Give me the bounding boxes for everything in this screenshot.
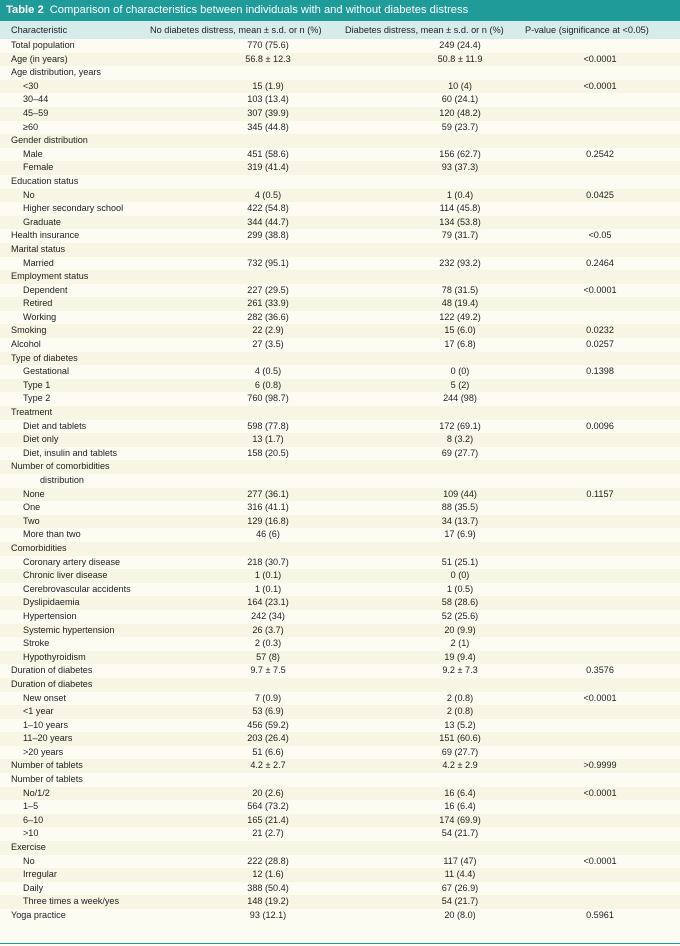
row-no-distress-value: 261 (33.9) [247,298,289,309]
table-row [0,406,680,420]
row-characteristic: None [23,488,45,499]
row-p-value: <0.05 [588,230,612,241]
row-characteristic: Hypothyroidism [23,651,86,662]
row-no-distress-value: 129 (16.8) [247,515,289,526]
table-row [0,270,680,284]
row-characteristic: Systemic hypertension [23,624,115,635]
row-distress-value: 69 (27.7) [441,746,479,757]
row-distress-value: 93 (37.3) [441,162,479,173]
table-row [0,66,680,80]
row-distress-value: 79 (31.7) [441,230,479,241]
row-p-value: 0.0425 [586,189,614,200]
row-characteristic: Daily [23,882,44,893]
row-no-distress-value: 21 (2.7) [252,828,284,839]
table-row [0,338,680,352]
row-distress-value: 67 (26.9) [441,882,479,893]
row-distress-value: 16 (6.4) [444,801,476,812]
row-characteristic: Irregular [23,869,57,880]
row-distress-value: 244 (98) [443,393,477,404]
row-distress-value: 249 (24.4) [439,40,481,50]
table-row [0,569,680,583]
table-row [0,324,680,338]
header-p-value: P-value (significance at <0.05) [525,25,649,35]
row-distress-value: 2 (1) [450,638,470,649]
row-characteristic: Female [23,162,54,173]
row-p-value: <0.0001 [583,787,617,798]
table-row [0,39,680,53]
row-p-value: 0.1157 [586,488,614,499]
row-no-distress-value: 451 (58.6) [247,148,289,159]
table-row [0,392,680,406]
row-characteristic: Cerebrovascular accidents [23,583,131,594]
row-no-distress-value: 12 (1.6) [252,869,284,880]
row-distress-value: 88 (35.5) [441,502,479,513]
row-distress-value: 117 (47) [443,855,477,866]
row-no-distress-value: 15 (1.9) [252,80,284,91]
row-distress-value: 60 (24.1) [441,94,479,105]
row-no-distress-value: 218 (30.7) [247,556,289,567]
table-row [0,542,680,556]
row-characteristic: Chronic liver disease [23,570,108,581]
row-distress-value: 2 (0.8) [446,692,474,703]
row-distress-value: 13 (5.2) [444,719,476,730]
row-distress-value: 9.2 ± 7.3 [442,665,478,676]
row-characteristic: Hypertension [23,610,77,621]
table-header [0,21,680,39]
row-distress-value: 0 (0) [450,570,470,581]
row-no-distress-value: 9.7 ± 7.5 [250,665,286,676]
row-characteristic: Two [23,515,40,526]
row-no-distress-value: 4 (0.5) [254,189,282,200]
table-row [0,787,680,801]
table-row [0,882,680,896]
table-row [0,365,680,379]
row-no-distress-value: 242 (34) [251,610,285,621]
table-row [0,161,680,175]
table-row [0,148,680,162]
row-characteristic: Total population [11,40,75,50]
table-row [0,53,680,67]
row-characteristic: Type 2 [23,393,51,404]
table-row [0,841,680,855]
row-no-distress-value: 316 (41.1) [247,502,289,513]
table-row [0,773,680,787]
row-distress-value: 20 (9.9) [444,624,476,635]
row-distress-value: 120 (48.2) [439,107,481,118]
row-characteristic: Dyslipidaemia [23,597,80,608]
row-p-value: <0.0001 [583,855,617,866]
row-characteristic: distribution [40,475,84,485]
row-no-distress-value: 307 (39.9) [247,107,289,118]
row-characteristic: Health insurance [11,230,80,241]
row-distress-value: 8 (3.2) [446,434,474,445]
row-characteristic: Dependent [23,284,68,295]
row-p-value: <0.0001 [583,53,617,64]
row-characteristic: No [23,855,35,866]
table-row [0,93,680,107]
row-no-distress-value: 57 (8) [256,651,280,662]
table-row [0,855,680,869]
row-no-distress-value: 345 (44.8) [247,121,289,132]
table-row [0,583,680,597]
row-no-distress-value: 282 (36.6) [247,311,289,322]
row-characteristic: Number of comorbidities [11,461,110,472]
row-distress-value: 69 (27.7) [441,447,479,458]
row-p-value: 0.0232 [586,325,614,336]
row-characteristic: Education status [11,175,79,186]
row-distress-value: 0 (0) [450,366,470,377]
row-distress-value: 174 (69.9) [439,814,481,825]
header-distress: Diabetes distress, mean ± s.d. or n (%) [345,25,504,35]
row-characteristic: Gestational [23,366,70,377]
row-distress-value: 19 (9.4) [444,651,476,662]
row-distress-value: 58 (28.6) [441,597,479,608]
table-row [0,80,680,94]
row-p-value: >0.9999 [583,760,617,771]
row-characteristic: New onset [23,692,66,703]
row-characteristic: Duration of diabetes [11,678,93,689]
row-characteristic: Treatment [11,407,53,418]
row-distress-value: 172 (69.1) [439,420,481,431]
row-distress-value: 109 (44) [443,488,477,499]
row-characteristic: Marital status [11,243,66,254]
row-p-value: 0.1398 [586,366,614,377]
row-no-distress-value: 6 (0.8) [254,379,282,390]
row-characteristic: Higher secondary school [23,203,124,214]
row-no-distress-value: 388 (50.4) [247,882,289,893]
row-characteristic: No/1/2 [23,787,50,798]
row-no-distress-value: 46 (6) [256,529,280,540]
row-characteristic: Exercise [11,842,46,853]
row-distress-value: 151 (60.6) [439,733,481,744]
table-row [0,433,680,447]
row-characteristic: Retired [23,298,53,309]
row-distress-value: 54 (21.7) [441,828,479,839]
row-distress-value: 114 (45.8) [439,203,481,214]
row-distress-value: 15 (6.0) [444,325,476,336]
row-characteristic: Type of diabetes [11,352,78,363]
table-title: Comparison of characteristics between individuals with and without diabetes distress [49,4,469,16]
row-characteristic: Male [23,148,43,159]
row-characteristic: Alcohol [11,339,41,350]
row-distress-value: 5 (2) [450,379,470,390]
table-row [0,705,680,719]
table-row [0,134,680,148]
row-characteristic: Diet and tablets [23,420,87,431]
row-characteristic: Married [23,257,54,268]
row-no-distress-value: 158 (20.5) [247,447,289,458]
row-characteristic: Type 1 [23,379,51,390]
row-distress-value: 59 (23.7) [441,121,479,132]
row-no-distress-value: 4 (0.5) [254,366,282,377]
row-characteristic: Age (in years) [11,53,68,64]
row-distress-value: 232 (93.2) [439,257,481,268]
table-row [0,352,680,366]
table-row [0,719,680,733]
table-row [0,515,680,529]
header-characteristic: Characteristic [11,25,68,35]
table-caption [0,0,680,21]
row-p-value: <0.0001 [583,692,617,703]
row-p-value: 0.0096 [586,420,614,431]
row-no-distress-value: 319 (41.4) [247,162,289,173]
table-body [0,39,680,923]
header-no-distress: No diabetes distress, mean ± s.d. or n (%) [150,25,322,35]
row-distress-value: 17 (6.9) [444,529,476,540]
table-row [0,868,680,882]
row-characteristic: 45–59 [23,107,49,118]
row-p-value: 0.2542 [586,148,614,159]
row-no-distress-value: 456 (59.2) [247,719,289,730]
table-number: Table 2 [6,4,44,16]
row-distress-value: 16 (6.4) [444,787,476,798]
row-no-distress-value: 760 (98.7) [247,393,289,404]
table-row [0,678,680,692]
row-distress-value: 10 (4) [448,80,472,91]
row-no-distress-value: 164 (23.1) [247,597,289,608]
table-row [0,297,680,311]
row-characteristic: Yoga practice [11,910,66,920]
row-characteristic: 11–20 years [23,733,73,744]
row-distress-value: 122 (49.2) [439,311,481,322]
row-characteristic: Age distribution, years [11,67,101,78]
table-row [0,692,680,706]
table-row [0,624,680,638]
row-characteristic: One [23,502,41,513]
row-distress-value: 78 (31.5) [441,284,479,295]
row-p-value: 0.0257 [586,339,614,350]
row-no-distress-value: 598 (77.8) [247,420,289,431]
row-distress-value: 20 (8.0) [444,910,476,920]
table-row [0,107,680,121]
row-no-distress-value: 1 (0.1) [254,583,282,594]
row-characteristic: Employment status [11,271,89,282]
table-row [0,202,680,216]
row-distress-value: 156 (62.7) [439,148,481,159]
row-characteristic: Diet, insulin and tablets [23,447,118,458]
table-row [0,596,680,610]
row-distress-value: 54 (21.7) [441,896,479,907]
table-row [0,637,680,651]
row-characteristic: Comorbidities [11,542,67,553]
table-row [0,488,680,502]
row-no-distress-value: 2 (0.3) [254,638,282,649]
row-no-distress-value: 93 (12.1) [249,910,287,920]
row-distress-value: 134 (53.8) [439,216,481,227]
row-no-distress-value: 227 (29.5) [247,284,289,295]
row-characteristic: More than two [23,529,81,540]
row-distress-value: 11 (4.4) [444,869,476,880]
row-characteristic: Working [23,311,57,322]
table-row [0,460,680,474]
row-characteristic: No [23,189,35,200]
row-no-distress-value: 27 (3.5) [252,339,284,350]
row-no-distress-value: 299 (38.8) [247,230,289,241]
row-p-value: 0.5961 [586,910,614,920]
row-distress-value: 51 (25.1) [441,556,479,567]
row-no-distress-value: 165 (21.4) [247,814,289,825]
row-distress-value: 17 (6.8) [444,339,476,350]
table-row [0,814,680,828]
row-distress-value: 4.2 ± 2.9 [442,760,478,771]
row-characteristic: 1–5 [23,801,39,812]
row-distress-value: 1 (0.4) [446,189,474,200]
row-no-distress-value: 4.2 ± 2.7 [250,760,286,771]
row-characteristic: Stroke [23,638,50,649]
row-characteristic: Coronary artery disease [23,556,121,567]
row-characteristic: Three times a week/yes [23,896,120,907]
table-row [0,909,680,923]
table-row [0,528,680,542]
row-distress-value: 52 (25.6) [441,610,479,621]
row-characteristic: 6–10 [23,814,44,825]
table-row [0,257,680,271]
row-characteristic: >20 years [23,746,64,757]
table-row [0,556,680,570]
row-no-distress-value: 203 (26.4) [247,733,289,744]
table-row [0,284,680,298]
row-no-distress-value: 26 (3.7) [252,624,284,635]
row-no-distress-value: 7 (0.9) [254,692,282,703]
table-row [0,732,680,746]
row-no-distress-value: 51 (6.6) [252,746,284,757]
row-p-value: 0.2464 [586,257,614,268]
table-bottom-rule [0,943,680,944]
row-p-value: 0.3576 [586,665,614,676]
table-row [0,759,680,773]
row-distress-value: 2 (0.8) [446,706,474,717]
row-characteristic: Diet only [23,434,59,445]
row-characteristic: Smoking [11,325,47,336]
row-characteristic: ≥60 [23,121,39,132]
row-no-distress-value: 422 (54.8) [247,203,289,214]
row-characteristic: <1 year [23,706,54,717]
table-row [0,216,680,230]
table-row [0,800,680,814]
row-characteristic: 30–44 [23,94,49,105]
row-no-distress-value: 277 (36.1) [247,488,289,499]
table-row [0,746,680,760]
row-no-distress-value: 22 (2.9) [252,325,284,336]
row-distress-value: 1 (0.5) [446,583,474,594]
row-characteristic: Duration of diabetes [11,665,93,676]
row-no-distress-value: 732 (95.1) [247,257,289,268]
row-no-distress-value: 103 (13.4) [247,94,289,105]
table-row [0,474,680,488]
row-no-distress-value: 53 (6.9) [252,706,284,717]
row-p-value: <0.0001 [583,80,617,91]
row-no-distress-value: 20 (2.6) [252,787,284,798]
row-no-distress-value: 1 (0.1) [254,570,282,581]
row-no-distress-value: 770 (75.6) [247,40,289,50]
table-row [0,229,680,243]
table-row [0,311,680,325]
table-row [0,501,680,515]
row-distress-value: 34 (13.7) [441,515,479,526]
row-characteristic: 1–10 years [23,719,68,730]
row-characteristic: Graduate [23,216,61,227]
table-row [0,175,680,189]
row-distress-value: 48 (19.4) [441,298,479,309]
table-row [0,651,680,665]
table-row [0,121,680,135]
row-p-value: <0.0001 [583,284,617,295]
row-characteristic: Number of tablets [11,760,83,771]
table-row [0,895,680,909]
table-row [0,610,680,624]
row-characteristic: >10 [23,828,39,839]
row-no-distress-value: 13 (1.7) [252,434,284,445]
row-no-distress-value: 222 (28.8) [247,855,289,866]
row-characteristic: Number of tablets [11,774,83,785]
table-row [0,664,680,678]
row-characteristic: <30 [23,80,39,91]
table-row [0,243,680,257]
table-row [0,827,680,841]
table-row [0,189,680,203]
row-characteristic: Gender distribution [11,135,88,146]
table-row [0,447,680,461]
table-row [0,420,680,434]
row-no-distress-value: 56.8 ± 12.3 [245,53,291,64]
row-no-distress-value: 148 (19.2) [247,896,289,907]
row-no-distress-value: 344 (44.7) [247,216,289,227]
table-row [0,379,680,393]
row-distress-value: 50.8 ± 11.9 [437,53,483,64]
row-no-distress-value: 564 (73.2) [247,801,289,812]
